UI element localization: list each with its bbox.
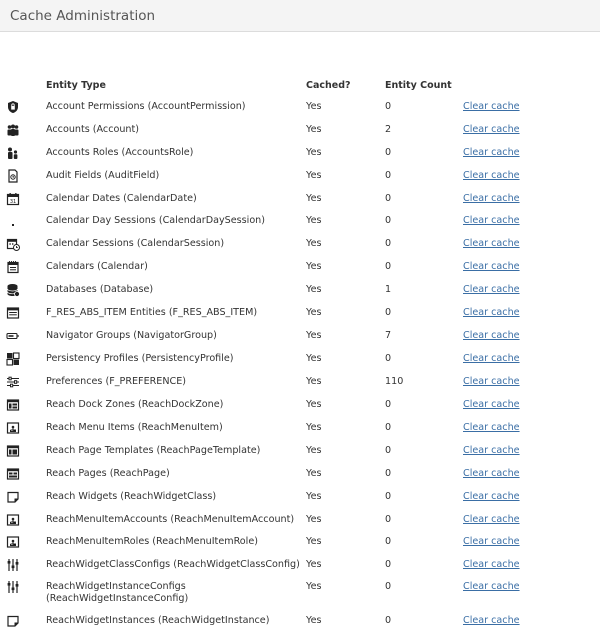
- entity-count-cell: 0: [385, 238, 392, 249]
- entity-type-cell: Calendar Sessions (CalendarSession): [46, 238, 225, 249]
- column-header-cached: Cached?: [306, 80, 351, 91]
- database-icon: [6, 283, 20, 297]
- entity-count-cell: 110: [385, 376, 404, 387]
- entity-type-cell: Reach Pages (ReachPage): [46, 468, 170, 479]
- page-icon: [6, 467, 20, 481]
- entity-count-cell: 0: [385, 536, 392, 547]
- calendar-date-icon: [6, 192, 20, 206]
- clear-cache-link[interactable]: Clear cache: [463, 468, 520, 479]
- entity-count-cell: 0: [385, 307, 392, 318]
- sliders-icon: [6, 580, 20, 594]
- entity-count-cell: 0: [385, 353, 392, 364]
- cached-cell: Yes: [306, 238, 322, 249]
- column-header-entity-count: Entity Count: [385, 80, 452, 91]
- svg-text:31: 31: [9, 199, 17, 205]
- entity-count-cell: 0: [385, 514, 392, 525]
- clear-cache-link[interactable]: Clear cache: [463, 491, 520, 502]
- entity-count-cell: 0: [385, 399, 392, 410]
- page-title: Cache Administration: [10, 8, 156, 24]
- menu-item-account-icon: [6, 513, 20, 527]
- clear-cache-link[interactable]: Clear cache: [463, 536, 520, 547]
- clear-cache-link[interactable]: Clear cache: [463, 514, 520, 525]
- entity-type-cell: Account Permissions (AccountPermission): [46, 101, 246, 112]
- dock-zone-icon: [6, 398, 20, 412]
- entity-type-cell: Persistency Profiles (PersistencyProfile): [46, 353, 234, 364]
- cached-cell: Yes: [306, 615, 322, 626]
- persistency-icon: [6, 352, 20, 366]
- cached-cell: Yes: [306, 215, 322, 226]
- sliders-icon: [6, 558, 20, 572]
- page-template-icon: [6, 444, 20, 458]
- calendar-icon: [6, 260, 20, 274]
- clear-cache-link[interactable]: Clear cache: [463, 124, 520, 135]
- entity-type-cell: Calendars (Calendar): [46, 261, 148, 272]
- cached-cell: Yes: [306, 581, 322, 592]
- entity-type-cell: Accounts (Account): [46, 124, 140, 135]
- cached-cell: Yes: [306, 353, 322, 364]
- users-icon: [6, 123, 20, 137]
- cached-cell: Yes: [306, 124, 322, 135]
- clear-cache-link[interactable]: Clear cache: [463, 215, 520, 226]
- clear-cache-link[interactable]: Clear cache: [463, 193, 520, 204]
- cached-cell: Yes: [306, 491, 322, 502]
- cached-cell: Yes: [306, 422, 322, 433]
- entity-count-cell: 0: [385, 445, 392, 456]
- entity-count-cell: 0: [385, 422, 392, 433]
- clear-cache-link[interactable]: Clear cache: [463, 170, 520, 181]
- clear-cache-link[interactable]: Clear cache: [463, 147, 520, 158]
- entity-count-cell: 0: [385, 559, 392, 570]
- clear-cache-link[interactable]: Clear cache: [463, 238, 520, 249]
- clear-cache-link[interactable]: Clear cache: [463, 422, 520, 433]
- navigator-icon: [6, 329, 20, 343]
- dot-icon: [6, 214, 20, 228]
- user-roles-icon: [6, 146, 20, 160]
- cached-cell: Yes: [306, 101, 322, 112]
- entity-count-cell: 0: [385, 193, 392, 204]
- entity-count-cell: 7: [385, 330, 392, 341]
- clear-cache-link[interactable]: Clear cache: [463, 615, 520, 626]
- cached-cell: Yes: [306, 170, 322, 181]
- cached-cell: Yes: [306, 193, 322, 204]
- entity-type-cell: Navigator Groups (NavigatorGroup): [46, 330, 217, 341]
- entity-count-cell: 0: [385, 215, 392, 226]
- clear-cache-link[interactable]: Clear cache: [463, 330, 520, 341]
- cached-cell: Yes: [306, 330, 322, 341]
- entity-type-cell: ReachWidgetClassConfigs (ReachWidgetClassConfig): [46, 559, 300, 570]
- cached-cell: Yes: [306, 399, 322, 410]
- entity-type-cell: Preferences (F_PREFERENCE): [46, 376, 187, 387]
- preferences-icon: [6, 375, 20, 389]
- cached-cell: Yes: [306, 376, 322, 387]
- entity-type-cell: ReachMenuItemRoles (ReachMenuItemRole): [46, 536, 258, 547]
- clear-cache-link[interactable]: Clear cache: [463, 307, 520, 318]
- calendar-session-icon: [6, 237, 20, 251]
- entity-type-cell: ReachMenuItemAccounts (ReachMenuItemAccount): [46, 514, 295, 525]
- clear-cache-link[interactable]: Clear cache: [463, 353, 520, 364]
- entity-type-cell: Reach Dock Zones (ReachDockZone): [46, 399, 224, 410]
- cached-cell: Yes: [306, 445, 322, 456]
- menu-item-icon: [6, 421, 20, 435]
- cached-cell: Yes: [306, 307, 322, 318]
- page-header: [0, 0, 600, 32]
- cached-cell: Yes: [306, 559, 322, 570]
- menu-item-role-icon: [6, 535, 20, 549]
- audit-document-icon: [6, 169, 20, 183]
- entity-count-cell: 2: [385, 124, 392, 135]
- entity-type-cell: F_RES_ABS_ITEM Entities (F_RES_ABS_ITEM): [46, 307, 258, 318]
- entity-type-cell: Accounts Roles (AccountsRole): [46, 147, 194, 158]
- widget-icon: [6, 614, 20, 628]
- cached-cell: Yes: [306, 468, 322, 479]
- clear-cache-link[interactable]: Clear cache: [463, 445, 520, 456]
- entity-type-cell: Reach Page Templates (ReachPageTemplate): [46, 445, 261, 456]
- entity-count-cell: 0: [385, 491, 392, 502]
- entity-count-cell: 0: [385, 581, 392, 592]
- entity-count-cell: 0: [385, 147, 392, 158]
- entity-type-cell: Calendar Dates (CalendarDate): [46, 193, 197, 204]
- clear-cache-link[interactable]: Clear cache: [463, 101, 520, 112]
- entity-type-cell: Reach Widgets (ReachWidgetClass): [46, 491, 217, 502]
- cached-cell: Yes: [306, 284, 322, 295]
- lock-icon: [6, 100, 20, 114]
- cached-cell: Yes: [306, 261, 322, 272]
- entity-count-cell: 0: [385, 101, 392, 112]
- entity-type-cell: ReachWidgetInstances (ReachWidgetInstance): [46, 615, 270, 626]
- cached-cell: Yes: [306, 536, 322, 547]
- entity-count-cell: 0: [385, 170, 392, 181]
- entity-count-cell: 0: [385, 615, 392, 626]
- entity-type-cell: Databases (Database): [46, 284, 154, 295]
- clear-cache-link[interactable]: Clear cache: [463, 399, 520, 410]
- entity-count-cell: 0: [385, 261, 392, 272]
- clear-cache-link[interactable]: Clear cache: [463, 559, 520, 570]
- table-header: [0, 80, 600, 94]
- cached-cell: Yes: [306, 514, 322, 525]
- clear-cache-link[interactable]: Clear cache: [463, 284, 520, 295]
- clear-cache-link[interactable]: Clear cache: [463, 581, 520, 592]
- widget-icon: [6, 490, 20, 504]
- column-header-entity-type: Entity Type: [46, 80, 106, 91]
- cached-cell: Yes: [306, 147, 322, 158]
- clear-cache-link[interactable]: Clear cache: [463, 376, 520, 387]
- entity-type-cell: Calendar Day Sessions (CalendarDaySession): [46, 215, 266, 226]
- entity-count-cell: 0: [385, 468, 392, 479]
- entity-type-cell: ReachWidgetInstanceConfigs (ReachWidgetInstanceConfig): [46, 581, 189, 604]
- entity-type-cell: Reach Menu Items (ReachMenuItem): [46, 422, 223, 433]
- entity-count-cell: 1: [385, 284, 392, 295]
- clear-cache-link[interactable]: Clear cache: [463, 261, 520, 272]
- entity-window-icon: [6, 306, 20, 320]
- entity-type-cell: Audit Fields (AuditField): [46, 170, 160, 181]
